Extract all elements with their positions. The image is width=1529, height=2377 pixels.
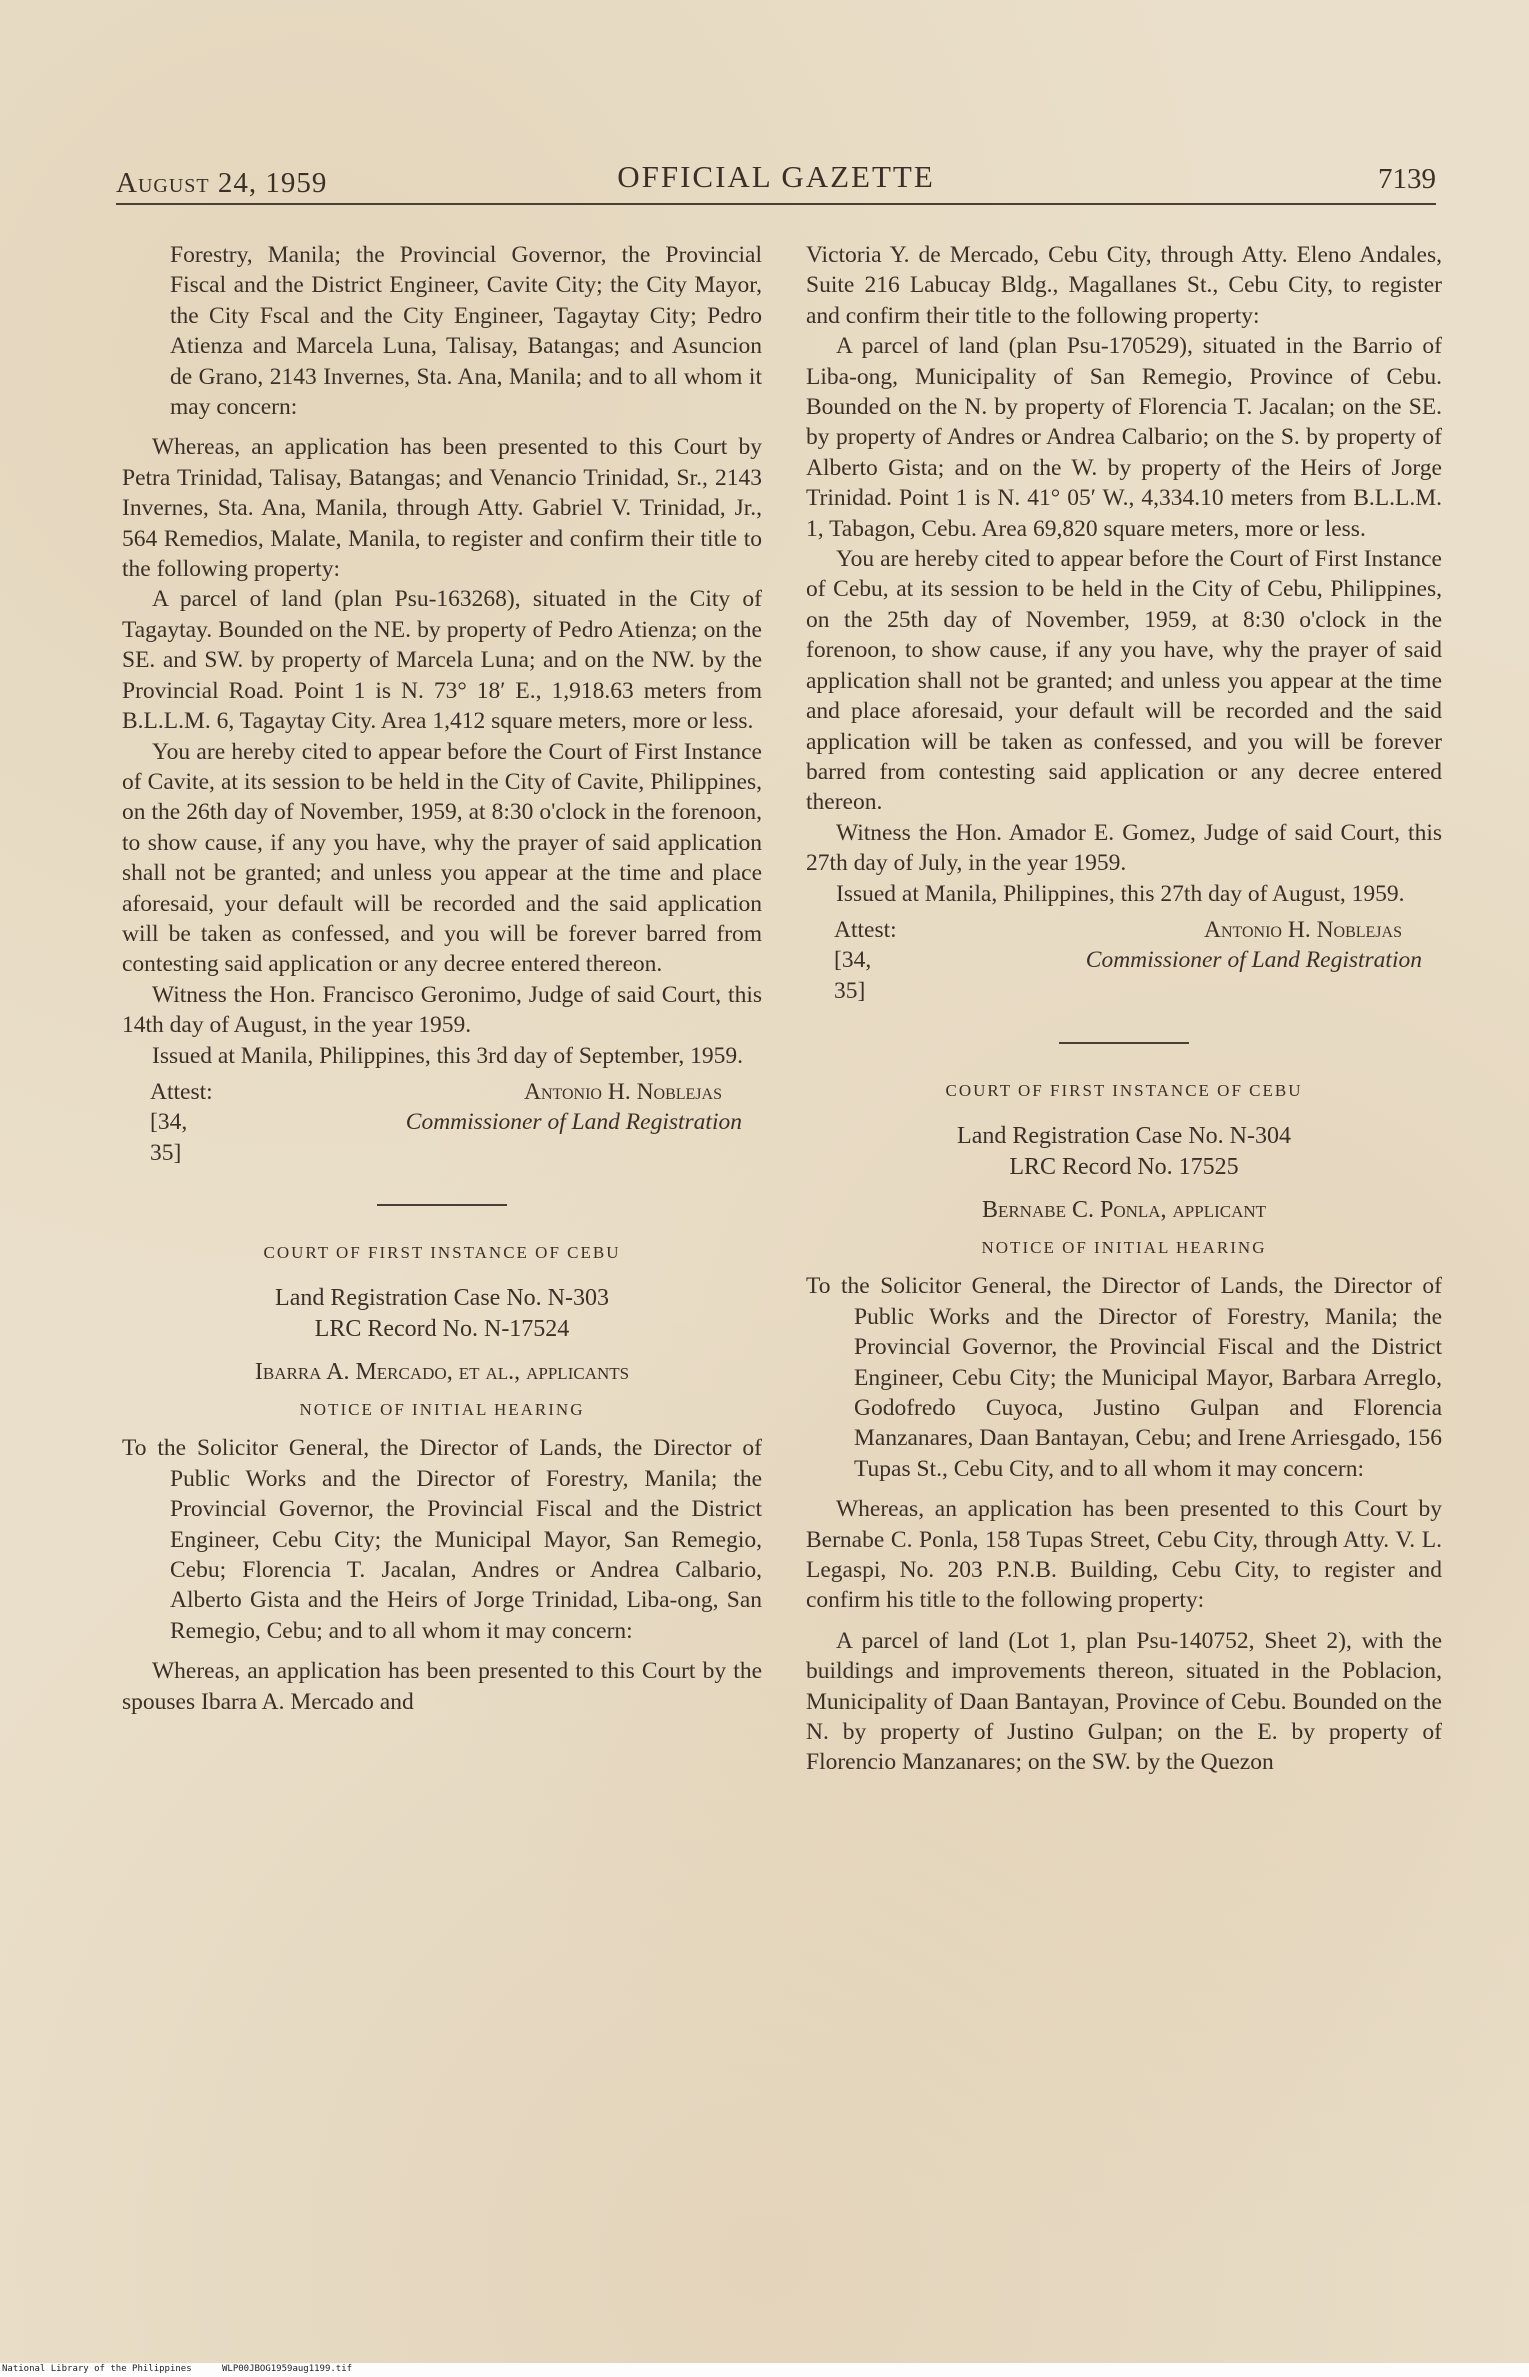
issue-date: August 24, 1959	[116, 167, 328, 199]
parcel-paragraph-3: A parcel of land (Lot 1, plan Psu-140752, Sheet 2), with the buildings and improvements thereon, situated in the Poblacion, Municipality of Daan Bantayan, Province of Cebu. Bounded on the N. by property of Justino Gulpan; on the E. by property of Florencio Manzanares; on the SW. by the Quezon	[806, 1627, 1442, 1776]
issue-code-right: [34, 35]	[834, 947, 872, 1004]
scan-filename: WLP00JBOG1959aug1199.tif	[222, 2364, 353, 2374]
section-divider	[377, 1204, 507, 1206]
record-number: LRC Record No. N-17524	[314, 1315, 570, 1342]
applicant-line-right: Bernabe C. Ponla, applicant	[981, 1196, 1267, 1223]
applicant-line: Ibarra A. Mercado, et al., applicants	[254, 1358, 630, 1385]
commissioner-title-right: Commissioner of Land Registration	[1085, 947, 1422, 974]
court-heading-right: COURT OF FIRST INSTANCE OF CEBU	[945, 1081, 1303, 1101]
whereas-paragraph: Whereas, an application has been presented to this Court by Petra Trinidad, Talisay, Batangas; and Venancio Trinidad, Sr., 2143 Invernes, Sta. Ana, Manila, through Atty. Gabriel V. Trinidad, Jr., 564 Remedios, Malate, Manila, to register and confirm their title to the following property:	[122, 434, 762, 583]
case-number-right: Land Registration Case No. N-304	[957, 1122, 1291, 1149]
attest-row	[122, 1077, 762, 1107]
right-column	[806, 240, 1442, 1778]
notice-title: NOTICE OF INITIAL HEARING	[299, 1400, 585, 1419]
issued-paragraph-right: Issued at Manila, Philippines, this 27th day of August, 1959.	[836, 880, 1405, 907]
intro-continuation: Forestry, Manila; the Provincial Governor, the Provincial Fiscal and the District Engineer, Cavite City; the City Mayor, the City Fscal and the City Engineer, Tagaytay City; Pedro Atienza and Marcela Luna, Talisay, Batangas; and Asuncion de Grano, 2143 Invernes, Sta. Ana, Manila; and to all whom it may concern:	[170, 242, 762, 421]
parcel-paragraph: A parcel of land (plan Psu-163268), situated in the City of Tagaytay. Bounded on the NE. by property of Pedro Atienza; on the SE. and SW. by property of Marcela Luna; and on the NW. by the Provincial Road. Point 1 is N. 73° 18′ E., 1,918.63 meters from B.L.L.M. 6, Tagaytay City. Area 1,412 square meters, more or less.	[122, 586, 762, 735]
scan-footer	[0, 2363, 1529, 2377]
section-divider-right	[1059, 1042, 1189, 1044]
notice-title-right: NOTICE OF INITIAL HEARING	[981, 1237, 1267, 1257]
code-row	[122, 1107, 762, 1168]
attest-row-right	[806, 915, 1442, 945]
page-number: 7139	[1378, 163, 1436, 195]
record-number-right: LRC Record No. 17525	[1009, 1153, 1239, 1180]
attest-label-right: Attest:	[834, 916, 897, 943]
code-row-right	[806, 945, 1442, 1006]
cited-paragraph: You are hereby cited to appear before the Court of First Instance of Cavite, at its session to be held in the City of Cavite, Philippines, on the 26th day of November, 1959, at 8:30 o'clock in the forenoon, to show cause, if any you have, why the prayer of said application shall not be granted; and unless you appear at the time and place aforesaid, your default will be recorded and the said application will be taken as confessed, and you will be forever barred from contesting said application or any decree entered thereon.	[122, 738, 762, 978]
cited-paragraph-right: You are hereby cited to appear before the Court of First Instance of Cebu, at its session to be held in the City of Cebu, Philippines, on the 25th day of November, 1959, at 8:30 o'clock in the forenoon, to show cause, if any you have, why the prayer of said application shall not be granted; and unless you appear at the time and place aforesaid, your default will be recorded and the said application will be taken as confessed, and you will be forever barred from contesting said application or any decree entered thereon.	[806, 546, 1442, 816]
attest-name-right: Antonio H. Noblejas	[1203, 916, 1402, 943]
addressees-paragraph: To the Solicitor General, the Director of Lands, the Director of Public Works and the Director of Forestry, Manila; the Provincial Governor, the Provincial Fiscal and the District Engineer, Cebu City; the Municipal Mayor, San Remegio, Cebu; Florencia T. Jacalan, Andres or Andrea Calbario, Alberto Gista and the Heirs of Jorge Trinidad, Liba-ong, San Remegio, Cebu; and to all whom it may concern:	[122, 1435, 762, 1644]
attest-label: Attest:	[150, 1078, 213, 1105]
witness-paragraph-right: Witness the Hon. Amador E. Gomez, Judge of said Court, this 27th day of July, in the year 1959.	[806, 819, 1442, 877]
issued-paragraph: Issued at Manila, Philippines, this 3rd day of September, 1959.	[152, 1042, 744, 1069]
library-credit: National Library of the Philippines	[2, 2364, 192, 2374]
issue-code: [34, 35]	[150, 1109, 188, 1166]
left-column	[122, 240, 762, 1717]
court-heading: COURT OF FIRST INSTANCE OF CEBU	[263, 1243, 621, 1263]
case-number: Land Registration Case No. N-303	[275, 1284, 609, 1311]
parcel-paragraph-right: A parcel of land (plan Psu-170529), situated in the Barrio of Liba-ong, Municipality of San Remegio, Province of Cebu. Bounded on the N. by property of Florencia T. Jacalan; on the SE. by property of Andres or Andrea Calbario; on the S. by property of Alberto Gista; and on the W. by property of the Heirs of Jorge Trinidad. Point 1 is N. 41° 05′ W., 4,334.10 meters from B.L.L.M. 1, Tabagon, Cebu. Area 69,820 square meters, more or less.	[806, 333, 1442, 542]
whereas-paragraph-2: Whereas, an application has been presented to this Court by the spouses Ibarra A. Mercado and	[122, 1658, 762, 1715]
witness-paragraph: Witness the Hon. Francisco Geronimo, Judge of said Court, this 14th day of August, in the year 1959.	[122, 981, 762, 1039]
publication-title: OFFICIAL GAZETTE	[617, 159, 935, 194]
whereas-paragraph-3: Whereas, an application has been presented to this Court by Bernabe C. Ponla, 158 Tupas Street, Cebu City, through Atty. V. L. Legaspi, No. 203 P.N.B. Building, Cebu City, to register and confirm his title to the following property:	[806, 1496, 1442, 1614]
attest-name: Antonio H. Noblejas	[523, 1078, 722, 1105]
commissioner-title: Commissioner of Land Registration	[405, 1109, 742, 1136]
page-header	[116, 155, 1436, 205]
continuation-paragraph: Victoria Y. de Mercado, Cebu City, through Atty. Eleno Andales, Suite 216 Labucay Bldg., Magallanes St., Cebu City, to register and confirm their title to the following property:	[806, 242, 1442, 329]
addressees-paragraph-right: To the Solicitor General, the Director of Lands, the Director of Public Works and the Director of Forestry, Manila; the Provincial Governor, the Provincial Fiscal and the District Engineer, Cebu City; the Municipal Mayor, Barbara Arreglo, Godofredo Cuyoca, Justino Gulpan and Florencia Manzanares, Daan Bantayan, Cebu; and Irene Arriesgado, 156 Tupas St., Cebu City, and to all whom it may concern:	[806, 1273, 1442, 1482]
